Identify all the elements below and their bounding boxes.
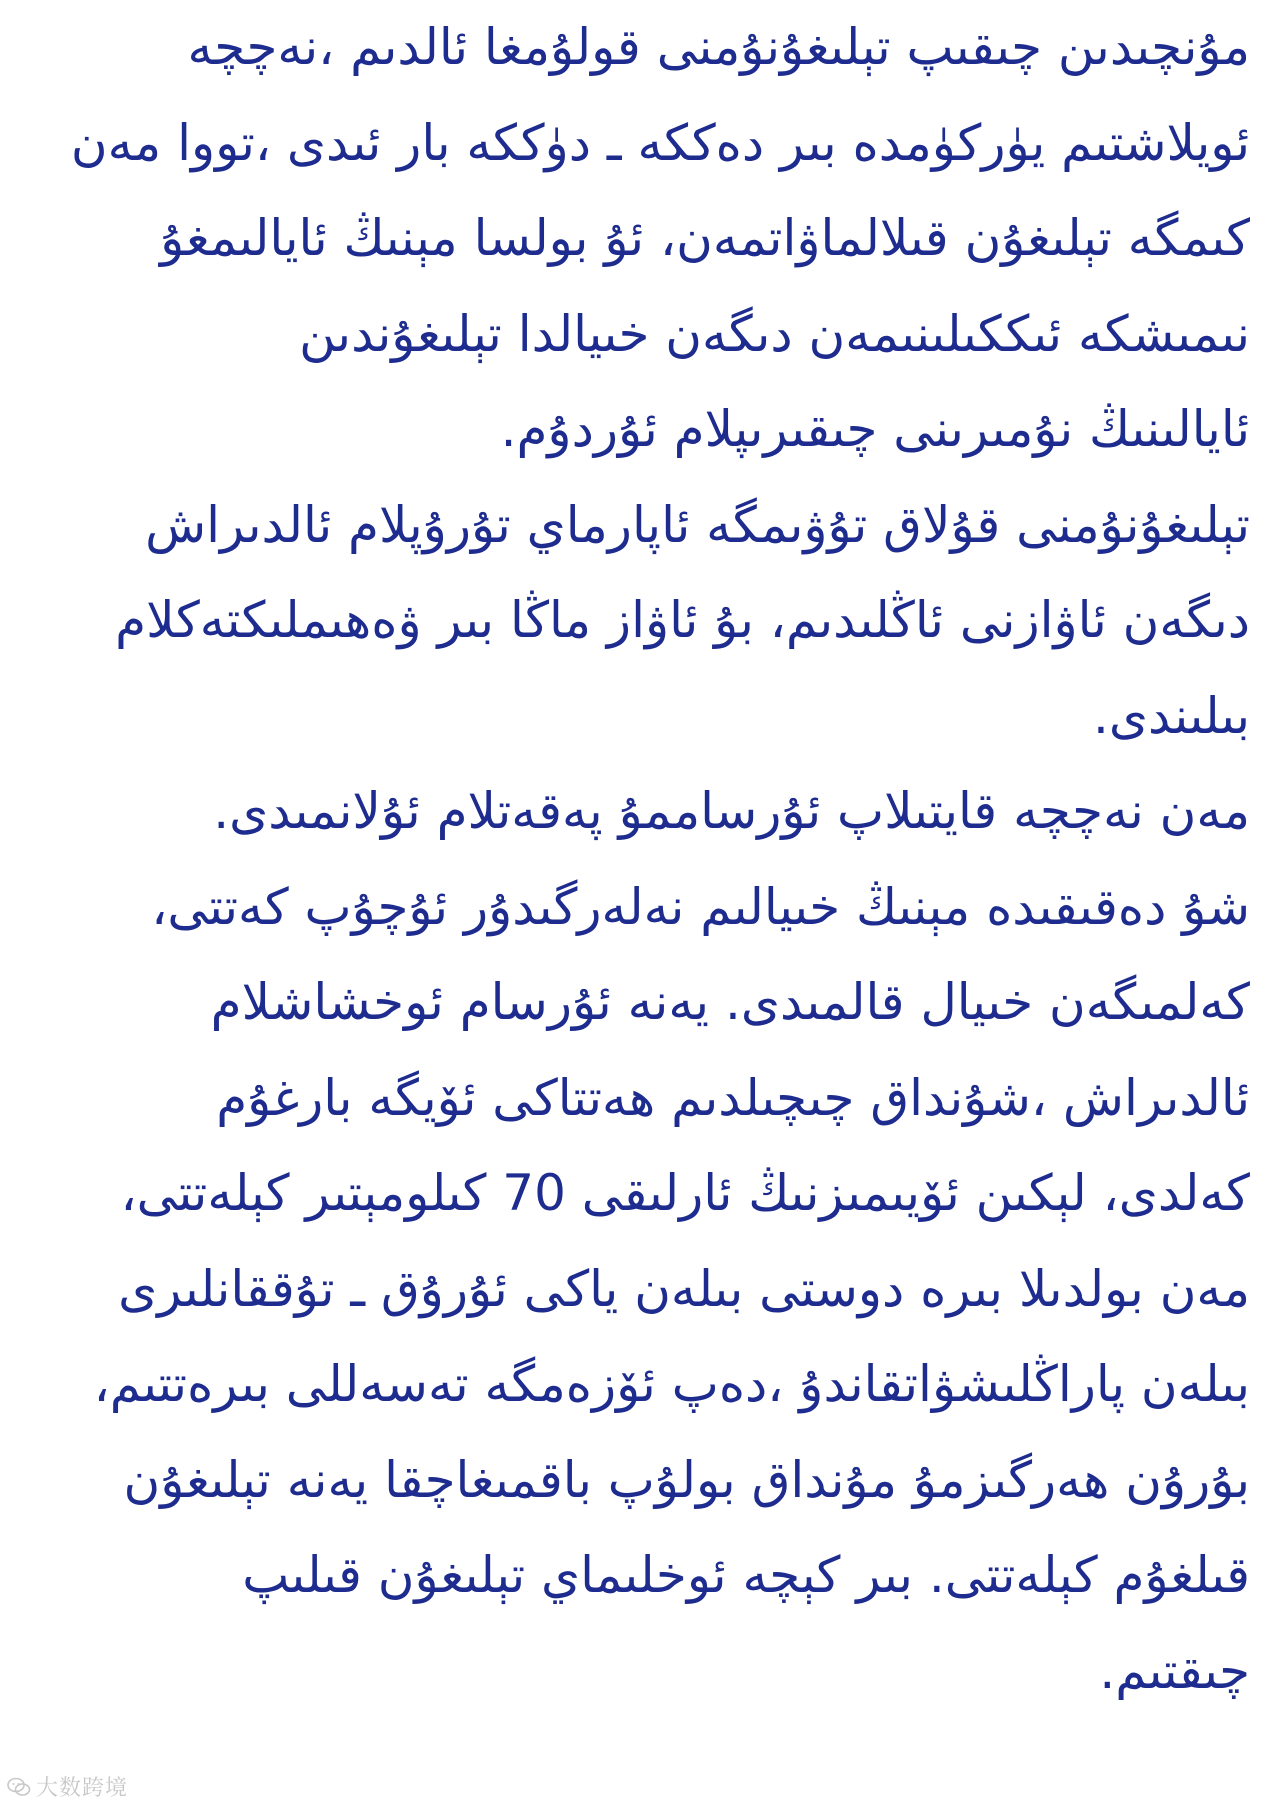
text-line-8: بىلىندى. [1092,686,1250,745]
text-line-17: قىلغۇم كېلەتتى. بىر كېچە ئوخلىماي تېلىغۇن قىلىپ [242,1546,1250,1604]
text-line-14: مەن بولدىلا بىرە دوستى بىلەن ياكى ئۇرۇق ـ تۇققانلىرى [118,1259,1250,1318]
text-line-6: تېلىغۇنۇمنى قۇلاق تۇۋىمگە ئاپارماي تۇرۇپلام ئالدىراش [145,495,1250,554]
text-line-3: كىمگە تېلىغۇن قىلالماۋاتمەن، ئۇ بولسا مېنىڭ ئايالىمغۇ [160,209,1250,267]
text-line-9: مەن نەچچە قايتىلاپ ئۇرساممۇ پەقەتلام ئۇلانمىدى. [213,782,1250,840]
text-line-5: ئايالىنىڭ نۇمىرىنى چىقىرىپلام ئۇردۇم. [500,400,1250,458]
text-line-7: دىگەن ئاۋازنى ئاڭلىدىم، بۇ ئاۋاز ماڭا بىر ۋەھىملىكتەكلام [115,591,1250,649]
text-line-16: بۇرۇن ھەرگىزمۇ مۇنداق بولۇپ باقمىغاچقا يەنە تېلىغۇن [123,1450,1250,1509]
watermark [6,1771,128,1802]
text-line-2: ئويلاشتىم يۈركۈمدە بىر دەككە ـ دۈككە بار ئىدى ،تووا مەن [70,113,1250,172]
text-line-10: شۇ دەقىقىدە مېنىڭ خىيالىم نەلەرگىدۇر ئۇچۇپ كەتتى، [151,877,1250,936]
watermark-text: 大数跨境 [36,1776,129,1801]
article-body [36,0,1250,1719]
text-line-11: كەلمىگەن خىيال قالمىدى. يەنە ئۇرسام ئوخشاشلام [210,973,1250,1031]
text-line-13: كەلدى، لېكىن ئۆيىمىزنىڭ ئارلىقى 70 كىلومېتىر كېلەتتى، [120,1164,1250,1222]
text-line-1: مۇنچىدىن چىقىپ تېلىغۇنۇمنى قولۇمغا ئالدىم ،نەچچە [187,18,1250,76]
wechat-logo-icon [6,1774,32,1800]
text-line-15: بىلەن پاراڭلىشۋاتقاندۇ ،دەپ ئۆزەمگە تەسەللى بىرەتتىم، [93,1355,1250,1413]
text-line-12: ئالدىراش ،شۇنداق چىچىلدىم ھەتتاكى ئۆيگە بارغۇم [216,1068,1250,1127]
text-line-4: نىمىشكە ئىككىلىنىمەن دىگەن خىيالدا تېلىغۇندىن [299,304,1250,363]
text-line-18: چىقتىم. [1099,1641,1250,1700]
